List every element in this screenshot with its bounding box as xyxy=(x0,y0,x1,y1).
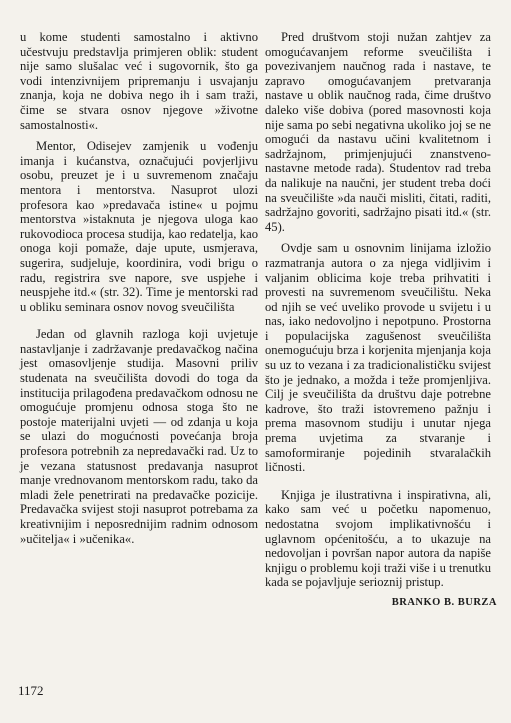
paragraph: u kome studenti samostalno i aktivno učestvuju predstavlja primjeren oblik: student nije samo slušalac već i sugovornik, što ga vodi intenzivnijem pripremanju i usvajanju znanja, koja ne dobiva nego ih i sam traži, čime se stvara osnov njegove »životne samostalnosti«. xyxy=(20,30,258,132)
paragraph: Pred društvom stoji nužan zahtjev za omogućavanjem reforme sveučilišta i povezivanjem naučnog rada i nastave, te zapravo omogućavanjem pretvaranja nastave u oblik naučnog rada, čime društvo daleko više dobiva (pored masovnosti koja nije sama po sebi negativna ukoliko joj se ne omogući da nastavu učini kvalitetnom i sadržajnom, primjenjujući znanstveno-nastavne metode rada). Studentov rad treba da nalikuje na naučni, jer student treba doći na sveučilište »da nauči misliti, čitati, raditi, sadržajno govoriti, sadržajno pisati itd.« (str. 45). xyxy=(265,30,491,234)
paragraph: Jedan od glavnih razloga koji uvjetuje nastavljanje i zadržavanje predavačkog načina jest omasovljenje studija. Masovni priliv studenata na sveučilišta dovodi do toga da institucija prilagođena predavačkom odnosu ne omogućuje promjenu odnosa stoga što ne postoje materijalni uvjeti — od zdanja u koja se ulazi do mogućnosti povećanja broja profesora potrebnih za nepredavački rad. Uz to je vezana statusnost predavanja nasuprot manje vrednovanom mentorskom radu, tako da mladi žele penetrirati na predavačke pozicije. Predavačka svijest stoji nasuprot potrebama za kreativnijim i neposrednijim radnim odnosom »učitelja« i »učenika«. xyxy=(20,327,258,546)
paragraph: Knjiga je ilustrativna i inspirativna, ali, kako sam već u početku napomenuo, nedostatna svojom implikativnošću i uglavnom općenitošću, a to ukazuje na nedovoljan i površan napor autora da napiše knjigu o problemu koji traži više i u trenutku kada se pojavljuje serioznij pristup. xyxy=(265,487,491,590)
paragraph: Mentor, Odisejev zamjenik u vođenju imanja i kućanstva, označujući povjerljivu osobu, preuzet je i u suvremenom značaju mentora i mentorstva. Nasuprot ulozi profesora kao »predavača istine« u pojmu mentorstva »istaknuta je njegova uloga kao rukovodioca procesa studija, kao redatelja, kao onoga koji pomaže, daje upute, usmjerava, sugerira, sudjeluje, koordinira, vodi brigu o radu, registrira sve napore, sve uspjehe i neuspjehe itd.« (str. 32). Time je mentorski rad u obliku seminara osnov novog sveučilišta xyxy=(20,139,258,314)
left-text-column xyxy=(20,30,258,553)
right-text-column xyxy=(265,30,491,597)
author-signature: BRANKO B. BURZA xyxy=(391,597,497,608)
page-number: 1172 xyxy=(18,683,44,698)
paragraph: Ovdje sam u osnovnim linijama izložio razmatranja autora o za njega vidljivim i valjanim oblicima koje treba prihvatiti i provesti na suvremenom sveučilištu. Neka od njih se već uveliko provode u svijetu i u nas, iako nedovoljno i nepotpuno. Prostorna i populacijska zagušenost sveučilišta onemogućuju brza i korjenita mjenjanja koja su uz to vezana i za tradicionalističku svijest što je jednako, a možda i teže promjenljiva. Cilj je sveučilišta da društvu daje potrebne kadrove, što traži istovremeno pažnju i prema masovnom studiju i unutar njega prema uvjetima za stvaranje i samoformiranje pojedinih stvaralačkih ličnosti. xyxy=(265,241,491,475)
